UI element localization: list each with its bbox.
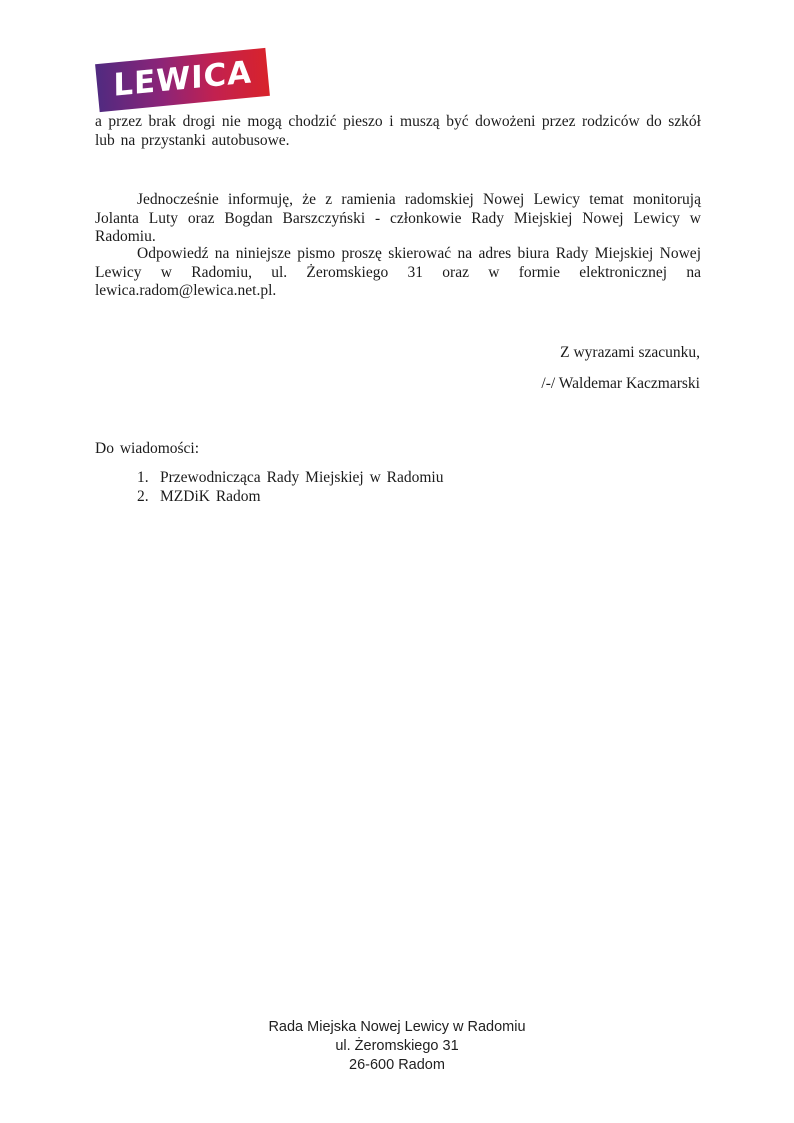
footer-city: 26-600 Radom bbox=[349, 1056, 445, 1073]
lewica-logo-text: LEWICA bbox=[112, 53, 253, 104]
footer-organization: Rada Miejska Nowej Lewicy w Radomiu bbox=[268, 1019, 526, 1035]
signature-line: /-/ Waldemar Kaczmarski bbox=[541, 375, 700, 392]
cc-item-text: Przewodnicząca Rady Miejskiej w Radomiu bbox=[160, 469, 444, 486]
cc-list-item bbox=[137, 487, 443, 506]
cc-item-number: 1. bbox=[137, 469, 149, 486]
cc-item-text: MZDiK Radom bbox=[160, 488, 261, 505]
footer-address bbox=[0, 1018, 794, 1074]
paragraph-reply-address: Odpowiedź na niniejsze pismo proszę skierować na adres biura Rady Miejskiej Nowej Lewicy w Radomiu, ul. Żeromskiego 31 oraz w formie elektronicznej na lewica.radom@lewica.net.pl. bbox=[95, 245, 701, 300]
footer-street: ul. Żeromskiego 31 bbox=[335, 1037, 459, 1054]
paragraph-continuation: a przez brak drogi nie mogą chodzić pieszo i muszą być dowożeni przez rodziców do szkół lub na przystanki autobusowe. bbox=[95, 113, 701, 149]
cc-list bbox=[137, 468, 443, 506]
cc-list-item bbox=[137, 468, 443, 487]
closing-phrase: Z wyrazami szacunku, bbox=[560, 344, 700, 361]
cc-heading: Do wiadomości: bbox=[95, 440, 200, 457]
lewica-logo bbox=[95, 48, 270, 112]
cc-item-number: 2. bbox=[137, 488, 149, 505]
paragraph-monitoring-info: Jednocześnie informuję, że z ramienia radomskiej Nowej Lewicy temat monitorują Jolanta Luty oraz Bogdan Barszczyński - członkowie Rady Miejskiej Nowej Lewicy w Radomiu. bbox=[95, 191, 701, 246]
